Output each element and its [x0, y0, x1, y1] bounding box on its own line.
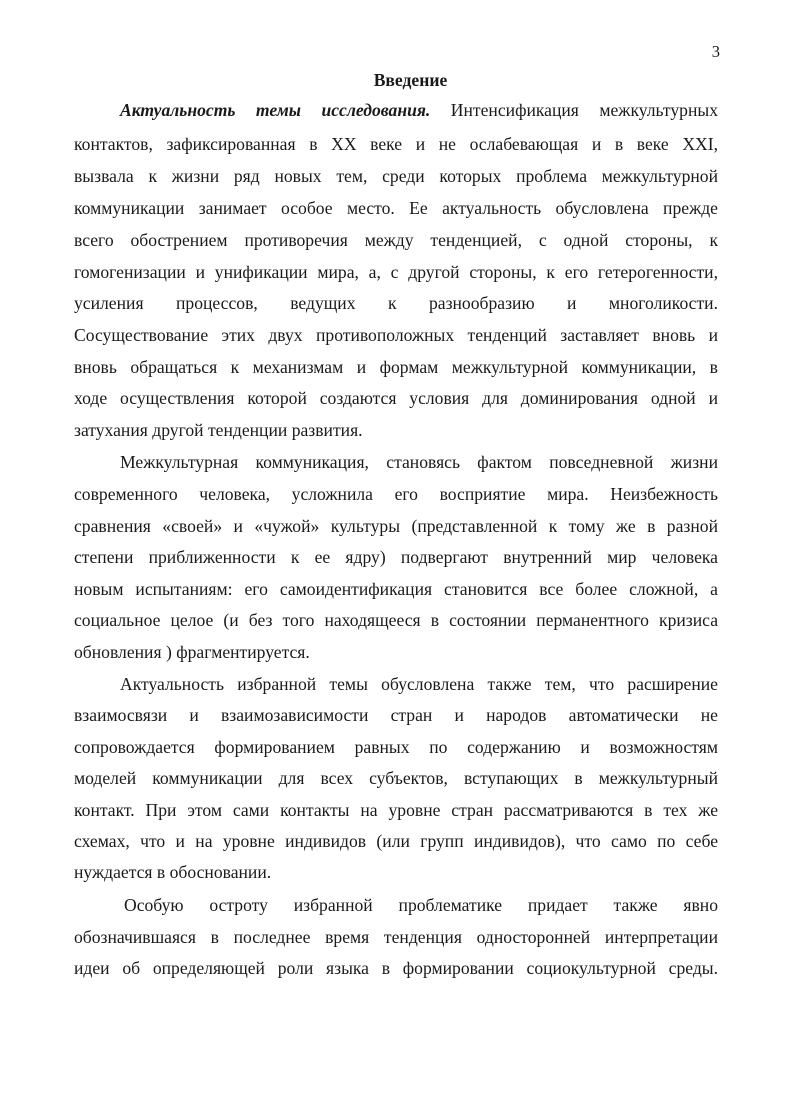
paragraph-2-line-1: Межкультурная коммуникация, становясь фактом повседневной жизни [120, 452, 718, 472]
paragraph-4-line-1: Особую остроту избранной проблематике придает также явно [124, 895, 718, 915]
paragraph-2-line-4: степени приближенности к ее ядру) подвергают внутренний мир человека [74, 547, 718, 567]
paragraph-4-line-3: идеи об определяющей роли языка в формировании социокультурной среды. [74, 958, 718, 978]
paragraph-3-line-5: контакт. При этом сами контакты на уровне стран рассматриваются в тех же [74, 800, 718, 820]
paragraph-3-line-1: Актуальность избранной темы обусловлена также тем, что расширение [120, 674, 718, 694]
paragraph-1-line-4: коммуникации занимает особое место. Ее актуальность обусловлена прежде [74, 198, 718, 218]
paragraph-1-line-9: вновь обращаться к механизмам и формам межкультурной коммуникации, в [74, 357, 718, 377]
paragraph-1-line-10: ходе осуществления которой создаются условия для доминирования одной и [74, 388, 718, 408]
paragraph-text: Интенсификация межкультурных [430, 100, 718, 120]
emphasis-heading: Актуальность темы исследования. [120, 100, 431, 120]
paragraph-1-line-2: контактов, зафиксированная в XX веке и не ослабевающая и в веке XXI, [74, 134, 718, 154]
page-title: Введение [373, 70, 448, 90]
paragraph-3-line-3: сопровождается формированием равных по содержанию и возможностям [74, 737, 718, 757]
paragraph-3-line-4: моделей коммуникации для всех субъектов, вступающих в межкультурный [74, 768, 718, 788]
paragraph-3-line-6: схемах, что и на уровне индивидов (или групп индивидов), что само по себе [74, 831, 718, 851]
paragraph-2-line-7: обновления ) фрагментируется. [74, 642, 310, 662]
paragraph-1-line-7: усиления процессов, ведущих к разнообразию и многоликости. [74, 293, 718, 313]
paragraph-3-line-2: взаимосвязи и взаимозависимости стран и народов автоматически не [74, 705, 718, 725]
paragraph-2-line-2: современного человека, усложнила его восприятие мира. Неизбежность [74, 484, 718, 504]
paragraph-4-line-2: обозначившаяся в последнее время тенденция односторонней интерпретации [74, 927, 718, 947]
paragraph-3-line-7: нуждается в обосновании. [74, 862, 272, 882]
paragraph-1-line-3: вызвала к жизни ряд новых тем, среди которых проблема межкультурной [74, 166, 718, 186]
paragraph-1-line-5: всего обострением противоречия между тенденцией, с одной стороны, к [74, 230, 718, 250]
paragraph-2-line-3: сравнения «своей» и «чужой» культуры (представленной к тому же в разной [74, 516, 718, 536]
paragraph-2-line-6: социальное целое (и без того находящееся в состоянии перманентного кризиса [74, 610, 718, 630]
paragraph-1-line-1 [120, 100, 718, 120]
paragraph-1-line-6: гомогенизации и унификации мира, а, с другой стороны, к его гетерогенности, [74, 262, 718, 282]
page-number: 3 [711, 42, 720, 61]
paragraph-1-line-11: затухания другой тенденции развития. [74, 420, 363, 440]
paragraph-2-line-5: новым испытаниям: его самоидентификация становится все более сложной, а [74, 579, 718, 599]
paragraph-1-line-8: Сосуществование этих двух противоположных тенденций заставляет вновь и [74, 325, 718, 345]
